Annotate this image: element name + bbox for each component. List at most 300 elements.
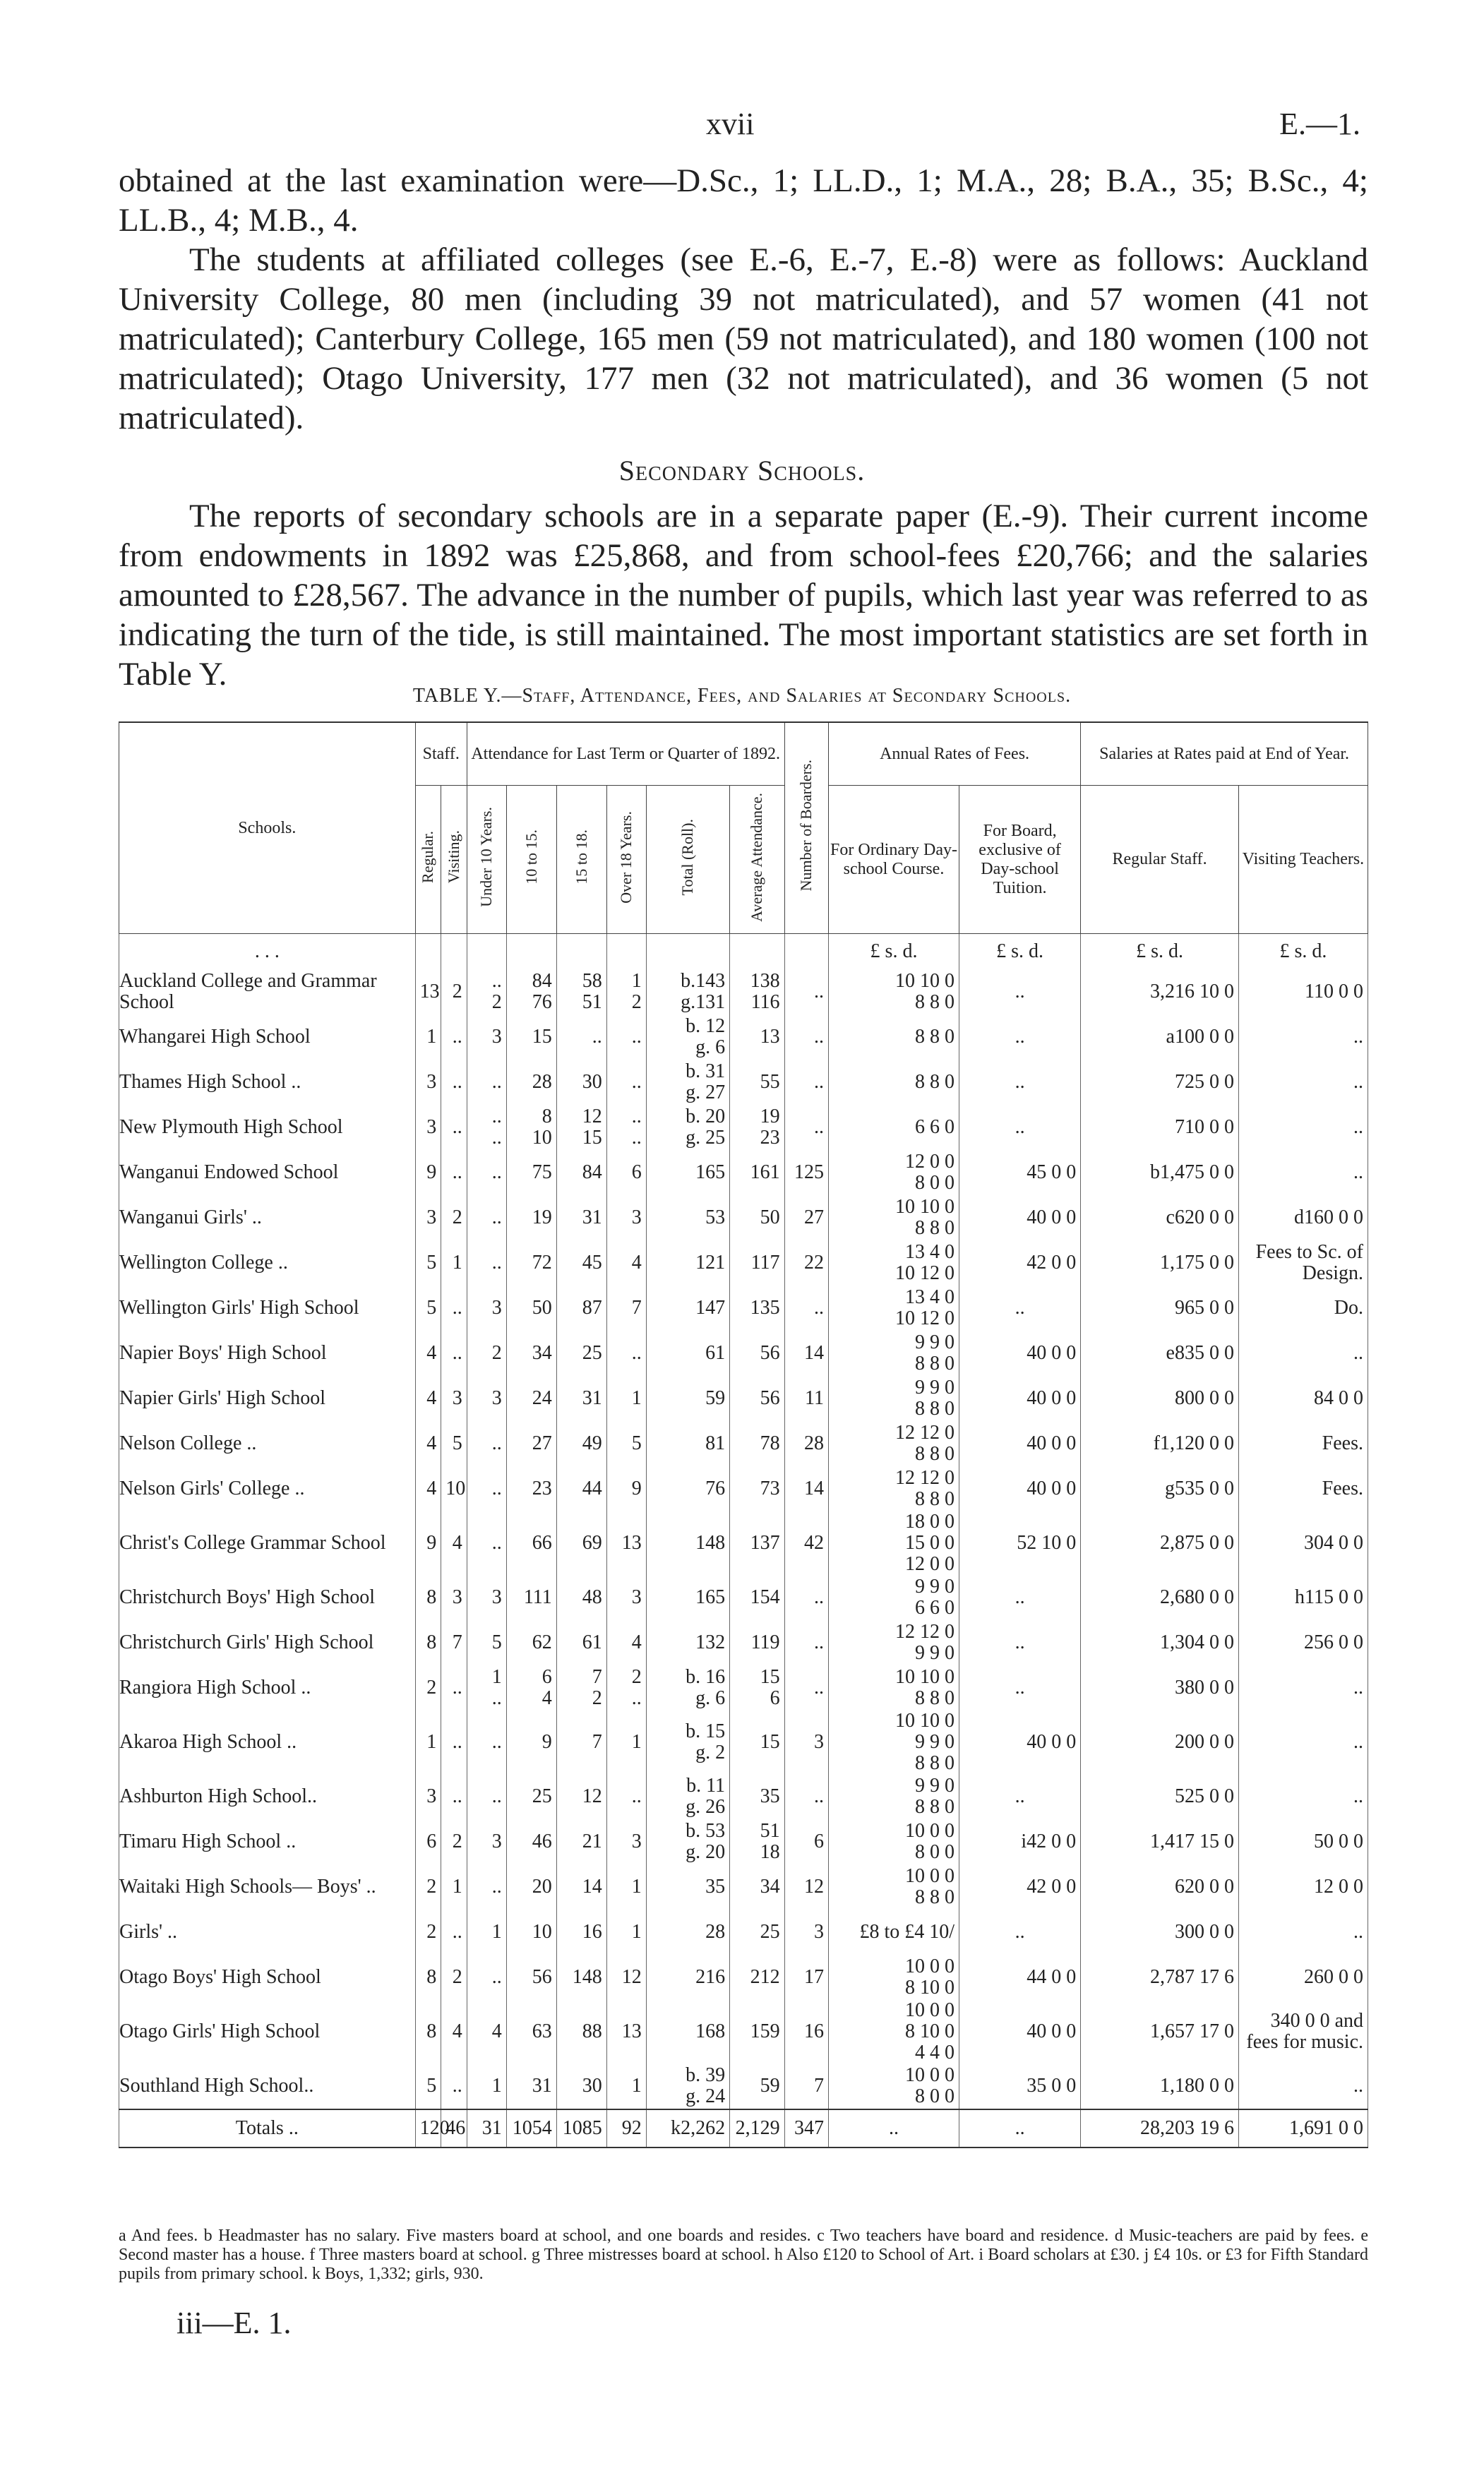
visiting: 5	[441, 1421, 467, 1466]
age-10-15: 9	[506, 1711, 556, 1774]
totals-over18: 92	[606, 2109, 646, 2147]
visiting: 2	[441, 1819, 467, 1864]
totals-row	[119, 2109, 1368, 2147]
total-roll: b. 15 g. 2	[646, 1711, 729, 1774]
visiting: 4	[441, 2000, 467, 2063]
boarders: ..	[784, 1014, 828, 1060]
fees-ordinary: 10 10 0 8 8 0	[828, 969, 959, 1014]
over18: 13	[606, 1511, 646, 1575]
age-10-15: 27	[506, 1421, 556, 1466]
boarders: 17	[784, 1955, 828, 2000]
regular: 3	[415, 1195, 441, 1240]
school-name: Otago Boys' High School	[119, 1955, 416, 2000]
fees-ordinary: 10 0 0 8 10 0	[828, 1955, 959, 2000]
salary-visiting: 50 0 0	[1238, 1819, 1368, 1864]
age-10-15: 23	[506, 1466, 556, 1511]
totals-regular: 120	[415, 2109, 441, 2147]
age-10-15: 10	[506, 1910, 556, 1955]
age-15-18: 12	[556, 1774, 606, 1819]
average-attendance: 56	[730, 1331, 785, 1376]
under10: 5	[467, 1620, 506, 1665]
visiting: ..	[441, 1774, 467, 1819]
regular: 3	[415, 1060, 441, 1105]
average-attendance: 59	[730, 2063, 785, 2109]
under10: ..	[467, 1774, 506, 1819]
visiting: ..	[441, 1286, 467, 1331]
table-row	[119, 1240, 1368, 1286]
salary-regular: 1,657 17 0	[1081, 2000, 1239, 2063]
age-15-18: 69	[556, 1511, 606, 1575]
under10: ..	[467, 1150, 506, 1195]
school-name: Akaroa High School ..	[119, 1711, 416, 1774]
total-roll: 61	[646, 1331, 729, 1376]
total-roll: b. 16 g. 6	[646, 1665, 729, 1711]
age-15-18: 12 15	[556, 1105, 606, 1150]
over18: 5	[606, 1421, 646, 1466]
salary-regular: 725 0 0	[1081, 1060, 1239, 1105]
visiting: 2	[441, 969, 467, 1014]
table-row	[119, 1864, 1368, 1910]
col-visiting-teachers: Visiting Teachers.	[1238, 786, 1368, 934]
under10: 2	[467, 1331, 506, 1376]
units-visiting: £ s. d.	[1238, 934, 1368, 970]
salary-visiting: ..	[1238, 1014, 1368, 1060]
fees-board: ..	[959, 1774, 1081, 1819]
table-row	[119, 1376, 1368, 1421]
col-10to15: 10 to 15.	[506, 786, 556, 934]
regular: 13	[415, 969, 441, 1014]
under10: 1	[467, 1910, 506, 1955]
age-10-15: 15	[506, 1014, 556, 1060]
boarders: 7	[784, 2063, 828, 2109]
age-10-15: 56	[506, 1955, 556, 2000]
col-attendance: Attendance for Last Term or Quarter of 1892.	[467, 722, 784, 786]
age-10-15: 75	[506, 1150, 556, 1195]
age-15-18: 30	[556, 1060, 606, 1105]
totals-board: ..	[959, 2109, 1081, 2147]
fees-ordinary: 10 0 0 8 10 0 4 4 0	[828, 2000, 959, 2063]
salary-visiting: ..	[1238, 1910, 1368, 1955]
units-board: £ s. d.	[959, 934, 1081, 970]
school-name: Thames High School ..	[119, 1060, 416, 1105]
over18: 1	[606, 1376, 646, 1421]
salary-visiting: h115 0 0	[1238, 1575, 1368, 1620]
over18: 1	[606, 1711, 646, 1774]
age-15-18: 148	[556, 1955, 606, 2000]
school-name: Whangarei High School	[119, 1014, 416, 1060]
school-name: Otago Girls' High School	[119, 2000, 416, 2063]
total-roll: 76	[646, 1466, 729, 1511]
fees-ordinary: 12 12 0 8 8 0	[828, 1466, 959, 1511]
salary-visiting: ..	[1238, 1105, 1368, 1150]
total-roll: 165	[646, 1150, 729, 1195]
average-attendance: 34	[730, 1864, 785, 1910]
school-name: Rangiora High School ..	[119, 1665, 416, 1711]
col-fees: Annual Rates of Fees.	[828, 722, 1080, 786]
salary-regular: 710 0 0	[1081, 1105, 1239, 1150]
boarders: 125	[784, 1150, 828, 1195]
school-name: Wellington College ..	[119, 1240, 416, 1286]
over18: ..	[606, 1014, 646, 1060]
over18: .. ..	[606, 1105, 646, 1150]
units-dots: . . .	[119, 934, 416, 970]
over18: 3	[606, 1195, 646, 1240]
over18: 4	[606, 1240, 646, 1286]
regular: 2	[415, 1910, 441, 1955]
boarders: 22	[784, 1240, 828, 1286]
school-name: Wellington Girls' High School	[119, 1286, 416, 1331]
table-row	[119, 1331, 1368, 1376]
boarders: 28	[784, 1421, 828, 1466]
boarders: 16	[784, 2000, 828, 2063]
fees-ordinary: 8 8 0	[828, 1060, 959, 1105]
age-10-15: 20	[506, 1864, 556, 1910]
col-visiting: Visiting.	[441, 786, 467, 934]
regular: 9	[415, 1150, 441, 1195]
under10: ..	[467, 1466, 506, 1511]
fees-board: ..	[959, 1014, 1081, 1060]
fees-board: 35 0 0	[959, 2063, 1081, 2109]
fees-ordinary: 10 10 0 8 8 0	[828, 1665, 959, 1711]
age-10-15: 84 76	[506, 969, 556, 1014]
document-code: E.—1.	[1279, 107, 1360, 141]
average-attendance: 55	[730, 1060, 785, 1105]
col-regular: Regular.	[415, 786, 441, 934]
salary-visiting: ..	[1238, 1060, 1368, 1105]
boarders: ..	[784, 969, 828, 1014]
age-15-18: 21	[556, 1819, 606, 1864]
average-attendance: 25	[730, 1910, 785, 1955]
average-attendance: 35	[730, 1774, 785, 1819]
units-fees: £ s. d.	[828, 934, 959, 970]
totals-label: Totals ..	[119, 2109, 416, 2147]
fees-board: ..	[959, 969, 1081, 1014]
average-attendance: 117	[730, 1240, 785, 1286]
school-name: Napier Boys' High School	[119, 1331, 416, 1376]
fees-ordinary: 10 0 0 8 0 0	[828, 1819, 959, 1864]
fees-ordinary: 10 0 0 8 8 0	[828, 1864, 959, 1910]
total-roll: b. 39 g. 24	[646, 2063, 729, 2109]
fees-ordinary: 13 4 0 10 12 0	[828, 1286, 959, 1331]
age-10-15: 66	[506, 1511, 556, 1575]
under10: ..	[467, 1421, 506, 1466]
regular: 8	[415, 1575, 441, 1620]
age-15-18: 61	[556, 1620, 606, 1665]
age-15-18: 14	[556, 1864, 606, 1910]
school-name: Timaru High School ..	[119, 1819, 416, 1864]
over18: 13	[606, 2000, 646, 2063]
average-attendance: 78	[730, 1421, 785, 1466]
table-row	[119, 1060, 1368, 1105]
school-name: Christchurch Boys' High School	[119, 1575, 416, 1620]
visiting: ..	[441, 2063, 467, 2109]
col-fees-ordinary: For Ordinary Day-school Course.	[828, 786, 959, 934]
intro-paragraphs	[119, 161, 1368, 438]
fees-ordinary: 10 10 0 8 8 0	[828, 1195, 959, 1240]
total-roll: b. 53 g. 20	[646, 1819, 729, 1864]
fees-ordinary: 9 9 0 8 8 0	[828, 1376, 959, 1421]
over18: 7	[606, 1286, 646, 1331]
age-15-18: 44	[556, 1466, 606, 1511]
average-attendance: 161	[730, 1150, 785, 1195]
total-roll: 165	[646, 1575, 729, 1620]
total-roll: 148	[646, 1511, 729, 1575]
salary-regular: 2,875 0 0	[1081, 1511, 1239, 1575]
regular: 2	[415, 1665, 441, 1711]
age-10-15: 6 4	[506, 1665, 556, 1711]
regular: 3	[415, 1105, 441, 1150]
fees-board: 44 0 0	[959, 1955, 1081, 2000]
salary-visiting: Fees.	[1238, 1421, 1368, 1466]
salary-visiting: ..	[1238, 1711, 1368, 1774]
under10: 3	[467, 1575, 506, 1620]
secondary-schools-paragraph	[119, 496, 1368, 694]
salary-visiting: 110 0 0	[1238, 969, 1368, 1014]
fees-board: 45 0 0	[959, 1150, 1081, 1195]
col-schools: Schools.	[119, 722, 416, 934]
age-15-18: 31	[556, 1376, 606, 1421]
affiliated-colleges-paragraph: The students at affiliated colleges (see E.-6, E.-7, E.-8) were as follows: Auckland University College, 80 men (including 39 not matriculated), and 57 women (41 not matriculated); Canterbury College, 165 men (59 not matriculated), and 180 women (100 not matriculated); Otago University, 177 men (32 not matriculated), and 36 women (5 not matriculated).	[119, 241, 1368, 436]
fees-board: 40 0 0	[959, 1195, 1081, 1240]
table-row	[119, 1819, 1368, 1864]
table-row	[119, 1286, 1368, 1331]
fees-ordinary: 9 9 0 8 8 0	[828, 1331, 959, 1376]
regular: 1	[415, 1711, 441, 1774]
over18: 1	[606, 1910, 646, 1955]
age-15-18: 84	[556, 1150, 606, 1195]
regular: 4	[415, 1331, 441, 1376]
salary-regular: 965 0 0	[1081, 1286, 1239, 1331]
average-attendance: 56	[730, 1376, 785, 1421]
page-number: xvii	[706, 107, 755, 141]
over18: ..	[606, 1060, 646, 1105]
salary-regular: 2,680 0 0	[1081, 1575, 1239, 1620]
table-row	[119, 2000, 1368, 2063]
salary-regular: a100 0 0	[1081, 1014, 1239, 1060]
age-15-18: ..	[556, 1014, 606, 1060]
table-row	[119, 1421, 1368, 1466]
school-name: Christchurch Girls' High School	[119, 1620, 416, 1665]
boarders: ..	[784, 1286, 828, 1331]
visiting: ..	[441, 1060, 467, 1105]
footnotes: a And fees. b Headmaster has no salary. Five masters board at school, and one boards and resides. c Two teachers have board and residence. d Music-teachers are paid by fees. e Second master has a house. f Three masters board at school. g Three mistresses board at school. h Also £120 to School of Art. i Board scholars at £30. j £4 10s. or £3 for Fifth Standard pupils from primary school. k Boys, 1,332; girls, 930.	[119, 2227, 1368, 2283]
visiting: ..	[441, 1105, 467, 1150]
over18: 3	[606, 1819, 646, 1864]
age-15-18: 31	[556, 1195, 606, 1240]
visiting: ..	[441, 1014, 467, 1060]
age-15-18: 49	[556, 1421, 606, 1466]
under10: ..	[467, 1240, 506, 1286]
col-total: Total (Roll).	[646, 786, 729, 934]
col-15to18: 15 to 18.	[556, 786, 606, 934]
salary-regular: f1,120 0 0	[1081, 1421, 1239, 1466]
boarders: 3	[784, 1910, 828, 1955]
age-10-15: 62	[506, 1620, 556, 1665]
school-name: Wanganui Endowed School	[119, 1150, 416, 1195]
signature-mark: iii—E. 1.	[176, 2306, 292, 2340]
fees-board: ..	[959, 1665, 1081, 1711]
age-15-18: 48	[556, 1575, 606, 1620]
boarders: ..	[784, 1575, 828, 1620]
under10: 3	[467, 1286, 506, 1331]
salary-regular: 3,216 10 0	[1081, 969, 1239, 1014]
school-name: Nelson College ..	[119, 1421, 416, 1466]
table-row	[119, 969, 1368, 1014]
table-row	[119, 1620, 1368, 1665]
salary-visiting: Do.	[1238, 1286, 1368, 1331]
under10: ..	[467, 1864, 506, 1910]
age-15-18: 30	[556, 2063, 606, 2109]
school-name: Waitaki High Schools— Boys' ..	[119, 1864, 416, 1910]
visiting: 4	[441, 1511, 467, 1575]
total-roll: b. 20 g. 25	[646, 1105, 729, 1150]
regular: 4	[415, 1421, 441, 1466]
salary-regular: g535 0 0	[1081, 1466, 1239, 1511]
totals-10to15: 1054	[506, 2109, 556, 2147]
under10: ..	[467, 1955, 506, 2000]
school-name: Ashburton High School..	[119, 1774, 416, 1819]
visiting: ..	[441, 1331, 467, 1376]
fees-ordinary: 12 12 0 8 8 0	[828, 1421, 959, 1466]
fees-ordinary: 18 0 0 15 0 0 12 0 0	[828, 1511, 959, 1575]
average-attendance: 73	[730, 1466, 785, 1511]
units-salary: £ s. d.	[1081, 934, 1239, 970]
average-attendance: 119	[730, 1620, 785, 1665]
age-10-15: 8 10	[506, 1105, 556, 1150]
fees-board: 40 0 0	[959, 1466, 1081, 1511]
total-roll: 132	[646, 1620, 729, 1665]
age-15-18: 58 51	[556, 969, 606, 1014]
boarders: 3	[784, 1711, 828, 1774]
over18: 1 2	[606, 969, 646, 1014]
visiting: ..	[441, 1711, 467, 1774]
visiting: 1	[441, 1240, 467, 1286]
fees-board: 52 10 0	[959, 1511, 1081, 1575]
table-caption: TABLE Y.—Staff, Attendance, Fees, and Salaries at Secondary Schools.	[412, 685, 1072, 707]
regular: 8	[415, 1955, 441, 2000]
col-salaries: Salaries at Rates paid at End of Year.	[1081, 722, 1368, 786]
totals-visiting-teachers: 1,691 0 0	[1238, 2109, 1368, 2147]
salary-regular: 200 0 0	[1081, 1711, 1239, 1774]
fees-ordinary: 9 9 0 6 6 0	[828, 1575, 959, 1620]
page-header	[0, 106, 1484, 148]
table-row	[119, 1150, 1368, 1195]
visiting: 2	[441, 1195, 467, 1240]
totals-visiting: 46	[441, 2109, 467, 2147]
fees-ordinary: 9 9 0 8 8 0	[828, 1774, 959, 1819]
fees-board: 40 0 0	[959, 1376, 1081, 1421]
regular: 6	[415, 1819, 441, 1864]
visiting: ..	[441, 1150, 467, 1195]
salary-visiting: 260 0 0	[1238, 1955, 1368, 2000]
age-10-15: 19	[506, 1195, 556, 1240]
age-10-15: 46	[506, 1819, 556, 1864]
fees-ordinary: £8 to £4 10/	[828, 1910, 959, 1955]
salary-visiting: ..	[1238, 2063, 1368, 2109]
age-10-15: 25	[506, 1774, 556, 1819]
regular: 2	[415, 1864, 441, 1910]
table-row	[119, 1910, 1368, 1955]
school-name: Napier Girls' High School	[119, 1376, 416, 1421]
total-roll: 35	[646, 1864, 729, 1910]
age-10-15: 63	[506, 2000, 556, 2063]
average-attendance: 154	[730, 1575, 785, 1620]
over18: 6	[606, 1150, 646, 1195]
salary-regular: 2,787 17 6	[1081, 1955, 1239, 2000]
salary-regular: 300 0 0	[1081, 1910, 1239, 1955]
under10: 3	[467, 1819, 506, 1864]
total-roll: 168	[646, 2000, 729, 2063]
under10: 1 ..	[467, 1665, 506, 1711]
secondary-schools-text: The reports of secondary schools are in a separate paper (E.-9). Their current income from endowments in 1892 was £25,868, and from school-fees £20,766; and the salaries amounted to £28,567. The advance in the number of pupils, which last year was referred to as indicating the turn of the tide, is still maintained. The most important statistics are set forth in Table Y.	[119, 498, 1368, 693]
over18: ..	[606, 1331, 646, 1376]
regular: 4	[415, 1466, 441, 1511]
school-name: Christ's College Grammar School	[119, 1511, 416, 1575]
fees-board: ..	[959, 1620, 1081, 1665]
fees-board: 42 0 0	[959, 1240, 1081, 1286]
totals-total: k2,262	[646, 2109, 729, 2147]
regular: 4	[415, 1376, 441, 1421]
salary-regular: 525 0 0	[1081, 1774, 1239, 1819]
average-attendance: 19 23	[730, 1105, 785, 1150]
school-name: Auckland College and Grammar School	[119, 969, 416, 1014]
average-attendance: 15	[730, 1711, 785, 1774]
salary-regular: 1,417 15 0	[1081, 1819, 1239, 1864]
visiting: 2	[441, 1955, 467, 2000]
fees-board: 40 0 0	[959, 2000, 1081, 2063]
visiting: ..	[441, 1910, 467, 1955]
salary-visiting: 304 0 0	[1238, 1511, 1368, 1575]
totals-salary: 28,203 19 6	[1081, 2109, 1239, 2147]
under10: 3	[467, 1376, 506, 1421]
school-name: Wanganui Girls' ..	[119, 1195, 416, 1240]
table-row	[119, 1195, 1368, 1240]
col-boarders: Number of Boarders.	[784, 722, 828, 934]
salary-visiting: 256 0 0	[1238, 1620, 1368, 1665]
regular: 8	[415, 1620, 441, 1665]
fees-ordinary: 6 6 0	[828, 1105, 959, 1150]
boarders: 6	[784, 1819, 828, 1864]
visiting: 3	[441, 1575, 467, 1620]
total-roll: 53	[646, 1195, 729, 1240]
boarders: 11	[784, 1376, 828, 1421]
regular: 9	[415, 1511, 441, 1575]
under10: 1	[467, 2063, 506, 2109]
table-row	[119, 1711, 1368, 1774]
total-roll: b. 31 g. 27	[646, 1060, 729, 1105]
average-attendance: 137	[730, 1511, 785, 1575]
boarders: ..	[784, 1105, 828, 1150]
total-roll: b. 11 g. 26	[646, 1774, 729, 1819]
school-name: Girls' ..	[119, 1910, 416, 1955]
salary-visiting: ..	[1238, 1331, 1368, 1376]
fees-ordinary: 10 0 0 8 0 0	[828, 2063, 959, 2109]
totals-under10: 31	[467, 2109, 506, 2147]
regular: 3	[415, 1774, 441, 1819]
fees-board: ..	[959, 1105, 1081, 1150]
age-15-18: 87	[556, 1286, 606, 1331]
age-10-15: 111	[506, 1575, 556, 1620]
salary-regular: 800 0 0	[1081, 1376, 1239, 1421]
over18: 12	[606, 1955, 646, 2000]
salary-regular: e835 0 0	[1081, 1331, 1239, 1376]
fees-board: 40 0 0	[959, 1711, 1081, 1774]
average-attendance: 50	[730, 1195, 785, 1240]
salary-visiting: ..	[1238, 1774, 1368, 1819]
age-15-18: 7	[556, 1711, 606, 1774]
salary-visiting: d160 0 0	[1238, 1195, 1368, 1240]
under10: 3	[467, 1014, 506, 1060]
